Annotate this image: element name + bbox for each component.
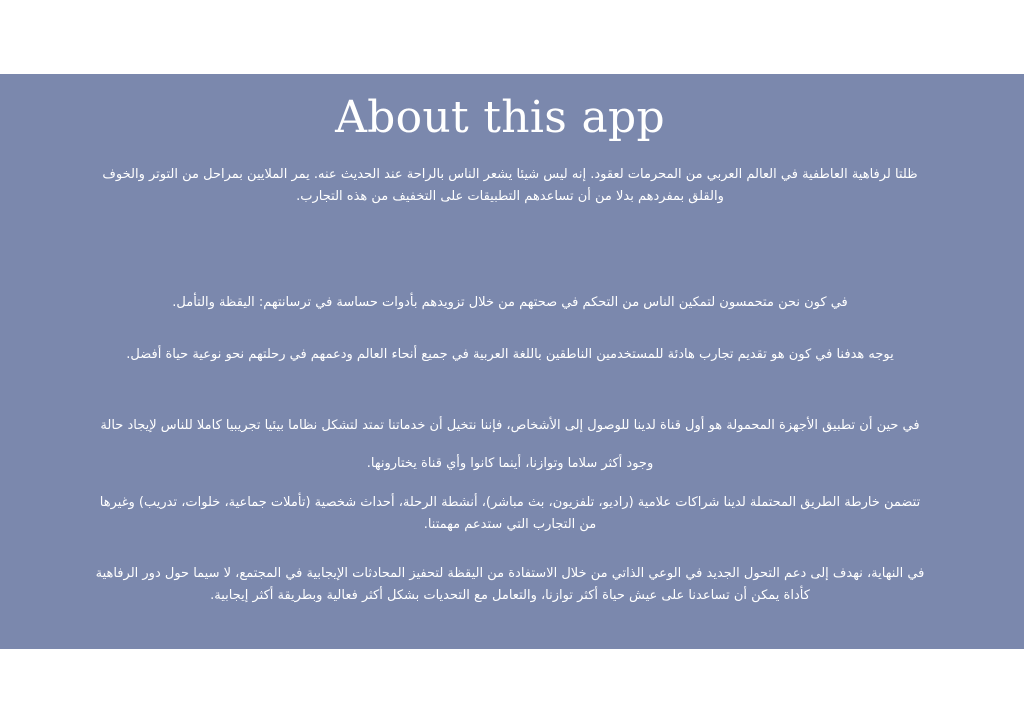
mission-paragraph: في كون نحن متحمسون لتمكين الناس من التحكم في صحتهم من خلال تزويدهم بأدوات حساسة في ترسانتهم: اليقظة والتأمل. — [172, 295, 848, 310]
closing-paragraph: في النهاية، نهدف إلى دعم التحول الجديد في الوعي الذاتي من خلال الاستفادة من اليقظة لتحفيز المحادثات الإيجابية في المجتمع، لا سيما حول دور الرفاهية كأداة يمكن أن تساعدنا على عيش حياة أكثر توازنا، والتعامل مع التحديات بشكل أكثر فعالية وبطريقة أكثر إيجابية. — [95, 566, 925, 603]
goal-paragraph: يوجه هدفنا في كون هو تقديم تجارب هادئة للمستخدمين الناطقين باللغة العربية في جميع أنحاء العالم ودعمهم في رحلتهم نحو نوعية حياة أفضل. — [126, 347, 894, 362]
page-title: About this app — [335, 92, 665, 143]
intro-paragraph: ظلتا لرفاهية العاطفية في العالم العربي من المحرمات لعقود. إنه ليس شيئا يشعر الناس بالراحة عند الحديث عنه. يمر الملايين بمراحل من التوتر والخوف والقلق بمفردهم بدلا من أن تساعدهم التطبيقات على التخفيف من هذه التجارب. — [102, 167, 918, 204]
roadmap-paragraph: تتضمن خارطة الطريق المحتملة لدينا شراكات علامية (راديو، تلفزيون، بث مباشر)، أنشطة الرحلة، أحداث شخصية (تأملات جماعية، خلوات، تدريب) وغيرها من التجارب التي ستدعم مهمتنا. — [99, 495, 921, 532]
channels-paragraph: في حين أن تطبيق الأجهزة المحمولة هو أول قناة لدينا للوصول إلى الأشخاص، فإننا نتخيل أن خدماتنا تمتد لتشكل نظاما بيئيا تجريبيا كاملا للناس لإيجاد حالة وجود أكثر سلاما وتوازنا، أينما كانوا وأي قناة يختارونها. — [100, 418, 920, 471]
about-panel — [0, 74, 1024, 649]
